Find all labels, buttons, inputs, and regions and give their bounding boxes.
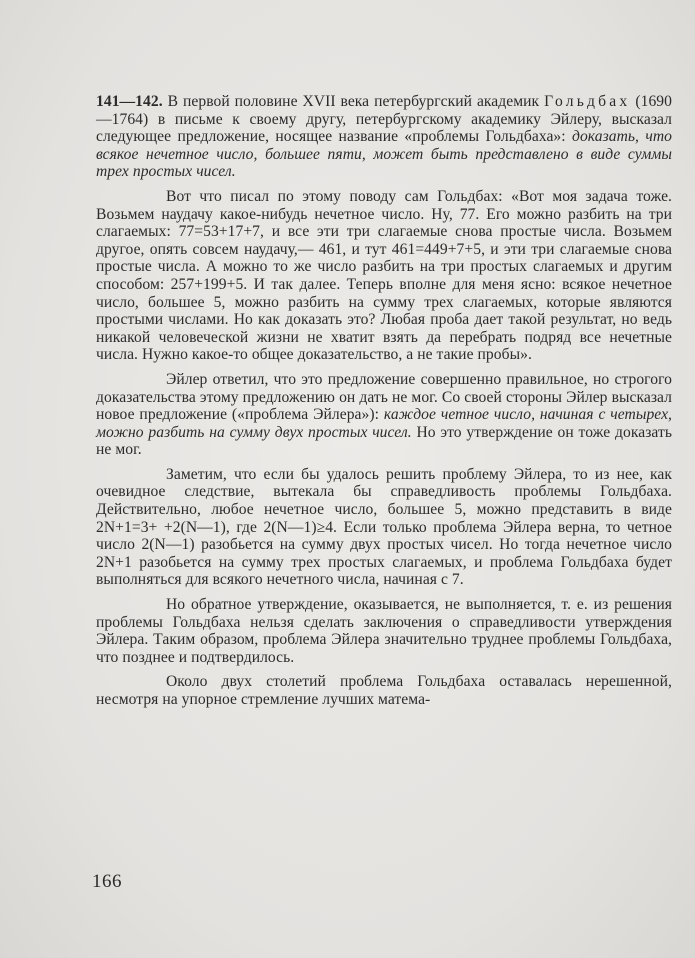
page-number: 166 (92, 871, 122, 892)
problem-number: 141—142. (96, 93, 163, 110)
paragraph-consequence: Заметим, что если бы удалось решить проблему Эйлера, то из нее, как очевидное следствие, вытекала бы справедливость проблемы Гольдбаха. Действительно, любое нечетное число, большее 5, можно представить в виде 2N+1=3+ +2(N—1), где 2(N—1)≥4. Если только проблема Эйлера верна, то четное число 2(N—1) разобьется на сумму двух простых чисел. Но тогда нечетное число 2N+1 разобьется на сумму трех простых слагаемых, и проблема Гольдбаха будет выполняться для всякого нечетного числа, начиная с 7. (96, 465, 672, 589)
italic-statement: каждое четное число, начиная с четырех, можно разбить на сумму двух простых чисел. (96, 406, 672, 441)
paragraph-goldbach-letter (96, 93, 672, 181)
paragraph-euler-answer (96, 371, 672, 459)
paragraph-text: Но это утверждение он тоже доказать не мог. (96, 423, 672, 459)
paragraph-text: (1690—1764) в письме к своему другу, петербургскому академику Эйлеру, высказал следующее предложение, носящее название «проблемы Гольдбаха»: (96, 93, 672, 146)
paragraph-text: В первой половине XVII века петербургский академик (162, 93, 545, 110)
paragraph-text: Эйлер ответил, что это предложение совершенно правильное, но строгого доказательства этому предложению он дать не мог. Со своей стороны Эйлер высказал новое предложение («проблема Эйлера»): (96, 370, 672, 424)
paragraph-goldbach-quote: Вот что писал по этому поводу сам Гольдбах: «Вот моя задача тоже. Возьмем наудачу какое-нибудь нечетное число. Ну, 77. Его можно разбить на три слагаемых: 77=53+17+7, и все эти три слагаемые снова простые числа. Возьмем другое, опять совсем наудачу,— 461, и тут 461=449+7+5, и эти три слагаемые снова простые числа. А можно то же число разбить на три простых слагаемых и другим способом: 257+199+5. И так далее. Теперь вполне для меня ясно: всякое нечетное число, большее 5, можно разбить на сумму трех слагаемых, которые являются простыми числами. Но как доказать это? Любая проба дает такой результат, но ведь никакой человеческой жизни не хватит взять да перебрать подряд все нечетные числа. Нужно какое-то общее доказательство, а не такие пробы». (96, 187, 672, 364)
paragraph-converse: Но обратное утверждение, оказывается, не выполняется, т. е. из решения проблемы Гольдбаха нельзя сделать заключения о справедливости утверждения Эйлера. Таким образом, проблема Эйлера значительно труднее проблемы Гольдбаха, что позднее и подтвердилось. (96, 596, 672, 666)
spaced-name: Гольдбах (544, 93, 631, 110)
body-text (96, 93, 672, 709)
italic-statement: доказать, что всякое нечетное число, большее пяти, может быть представлено в виде суммы трех простых чисел. (96, 128, 672, 181)
paragraph-two-centuries: Около двух столетий проблема Гольдбаха оставалась нерешенной, несмотря на упорное стремление лучших матема- (96, 673, 672, 708)
